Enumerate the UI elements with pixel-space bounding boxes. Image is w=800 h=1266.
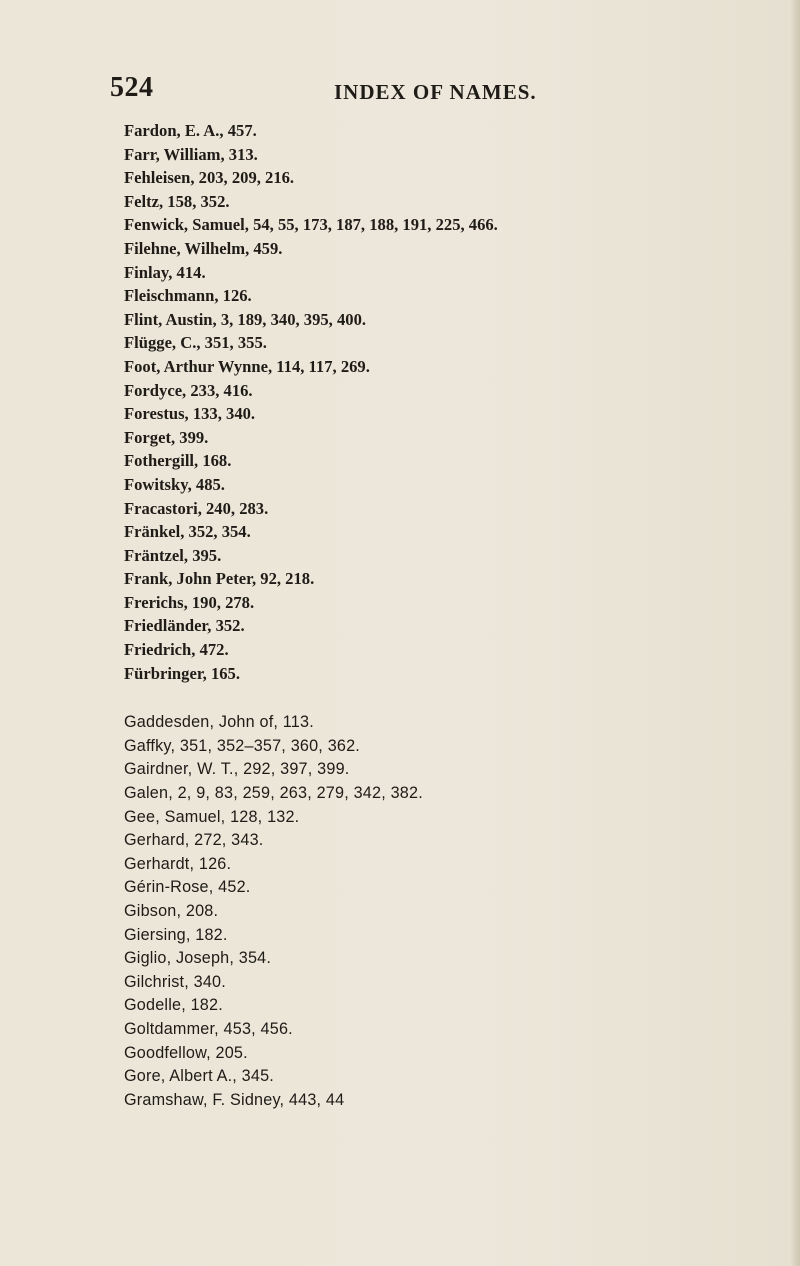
running-head: INDEX OF NAMES. bbox=[334, 80, 537, 104]
index-entry: Forestus, 133, 340. bbox=[124, 404, 256, 424]
index-group-f bbox=[124, 119, 744, 685]
index-entry: Gilchrist, 340. bbox=[124, 972, 226, 991]
index-entry: Fräntzel, 395. bbox=[124, 545, 222, 565]
index-entry: Gibson, 208. bbox=[124, 902, 219, 920]
index-entry: Gairdner, W. T., 292, 397, 399. bbox=[124, 760, 350, 779]
index-entry: Gerhard, 272, 343. bbox=[124, 831, 264, 850]
index-entry: Galen, 2, 9, 83, 259, 263, 279, 342, 382. bbox=[124, 784, 423, 803]
index-group-g bbox=[124, 711, 744, 1112]
index-entry: Frerichs, 190, 278. bbox=[124, 592, 255, 612]
index-entry: Friedrich, 472. bbox=[124, 640, 229, 660]
index-entry: Fracastori, 240, 283. bbox=[124, 498, 269, 518]
index-entry: Forget, 399. bbox=[124, 427, 209, 447]
index-entry: Flint, Austin, 3, 189, 340, 395, 400. bbox=[124, 309, 367, 329]
index-entry: Friedländer, 352. bbox=[124, 616, 245, 636]
index-entry: Gerhardt, 126. bbox=[124, 854, 232, 873]
index-entry: Filehne, Wilhelm, 459. bbox=[124, 238, 283, 258]
index-entry: Finlay, 414. bbox=[124, 262, 206, 282]
page-number: 524 bbox=[110, 72, 154, 103]
index-entry: Goltdammer, 453, 456. bbox=[124, 1019, 293, 1038]
index-entry: Gaddesden, John of, 113. bbox=[124, 713, 314, 732]
index-entry: Fehleisen, 203, 209, 216. bbox=[124, 168, 295, 188]
index-entry: Gee, Samuel, 128, 132. bbox=[124, 807, 300, 826]
index-entry: Giglio, Joseph, 354. bbox=[124, 949, 272, 968]
index-entry: Fothergill, 168. bbox=[124, 451, 232, 471]
index-entry: Fleischmann, 126. bbox=[124, 286, 252, 306]
index-entry: Foot, Arthur Wynne, 114, 117, 269. bbox=[124, 356, 370, 376]
index-entry: Feltz, 158, 352. bbox=[124, 191, 230, 211]
index-entry: Fowitsky, 485. bbox=[124, 474, 225, 494]
index-entry: Gaffky, 351, 352–357, 360, 362. bbox=[124, 736, 361, 755]
index-entry: Frank, John Peter, 92, 218. bbox=[124, 569, 315, 589]
index-entry: Fürbringer, 165. bbox=[124, 663, 241, 683]
index-entry: Godelle, 182. bbox=[124, 996, 223, 1015]
index-entry: Fordyce, 233, 416. bbox=[124, 380, 253, 400]
index-entry: Fenwick, Samuel, 54, 55, 173, 187, 188, 191, 225, 466. bbox=[124, 215, 498, 235]
index-entry: Gérin-Rose, 452. bbox=[124, 878, 251, 897]
index-entry: Flügge, C., 351, 355. bbox=[124, 333, 267, 353]
index-entry: Fränkel, 352, 354. bbox=[124, 522, 251, 542]
page-edge-shadow bbox=[790, 0, 800, 1266]
page-header bbox=[110, 72, 730, 112]
index-entry: Gore, Albert A., 345. bbox=[124, 1067, 274, 1086]
index-entry: Gramshaw, F. Sidney, 443, 44 bbox=[124, 1090, 345, 1109]
index-entry: Fardon, E. A., 457. bbox=[124, 121, 257, 140]
index-entry: Giersing, 182. bbox=[124, 925, 228, 944]
index-entry: Goodfellow, 205. bbox=[124, 1043, 248, 1062]
index-entry: Farr, William, 313. bbox=[124, 144, 258, 164]
index-entries bbox=[124, 119, 744, 1112]
